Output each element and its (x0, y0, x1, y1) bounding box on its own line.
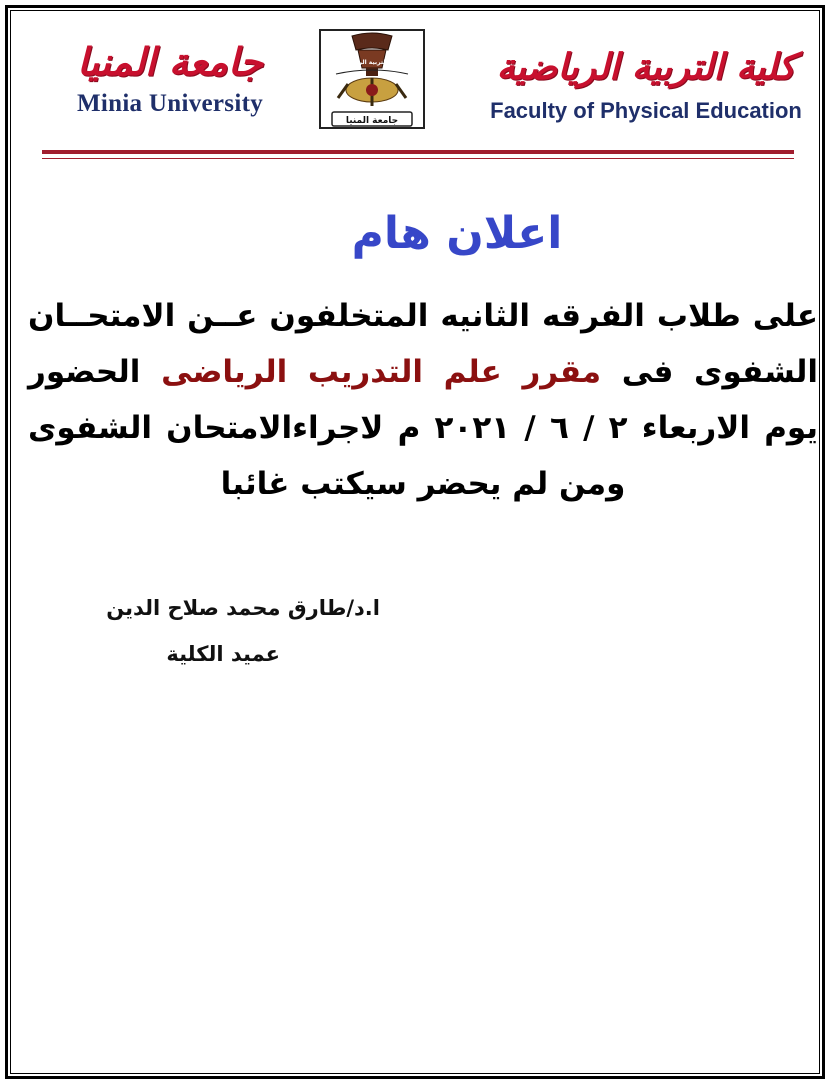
course-name: مقرر علم التدريب الرياضى (161, 354, 602, 390)
announcement-text-end: الحضور يوم الاربعاء ٢ / ٦ / ٢٠٢١ م لاجراءالامتحان الشفوى ومن لم يحضر سيكتب غائبا (28, 354, 818, 502)
dean-title: عميد الكلية (166, 642, 280, 666)
university-name-english: Minia University (76, 90, 264, 117)
faculty-name-english: Faculty of Physical Education (490, 98, 802, 123)
logo-bottom-text: جامعة المنيا (345, 116, 399, 126)
university-name-arabic: جامعة المنيا (77, 40, 263, 84)
faculty-emblem-logo (318, 28, 426, 130)
header-divider-thin (42, 158, 794, 159)
signature-block (40, 596, 380, 666)
announcement-title: اعلان هام (351, 208, 563, 259)
faculty-header (470, 48, 822, 124)
logo-top-text: كلية التربية الرياضية (342, 59, 402, 66)
announcement-body (28, 288, 818, 512)
page-frame (5, 5, 825, 1079)
header-divider (42, 150, 794, 154)
dean-name: ا.د/طارق محمد صلاح الدين (106, 596, 380, 620)
faculty-name-arabic: كلية التربية الرياضية (496, 47, 796, 88)
university-header (40, 40, 300, 118)
announcement-text-start: على طلاب الفرقه الثانيه المتخلفون عــن الامتحــان الشفوى فى (28, 298, 819, 390)
